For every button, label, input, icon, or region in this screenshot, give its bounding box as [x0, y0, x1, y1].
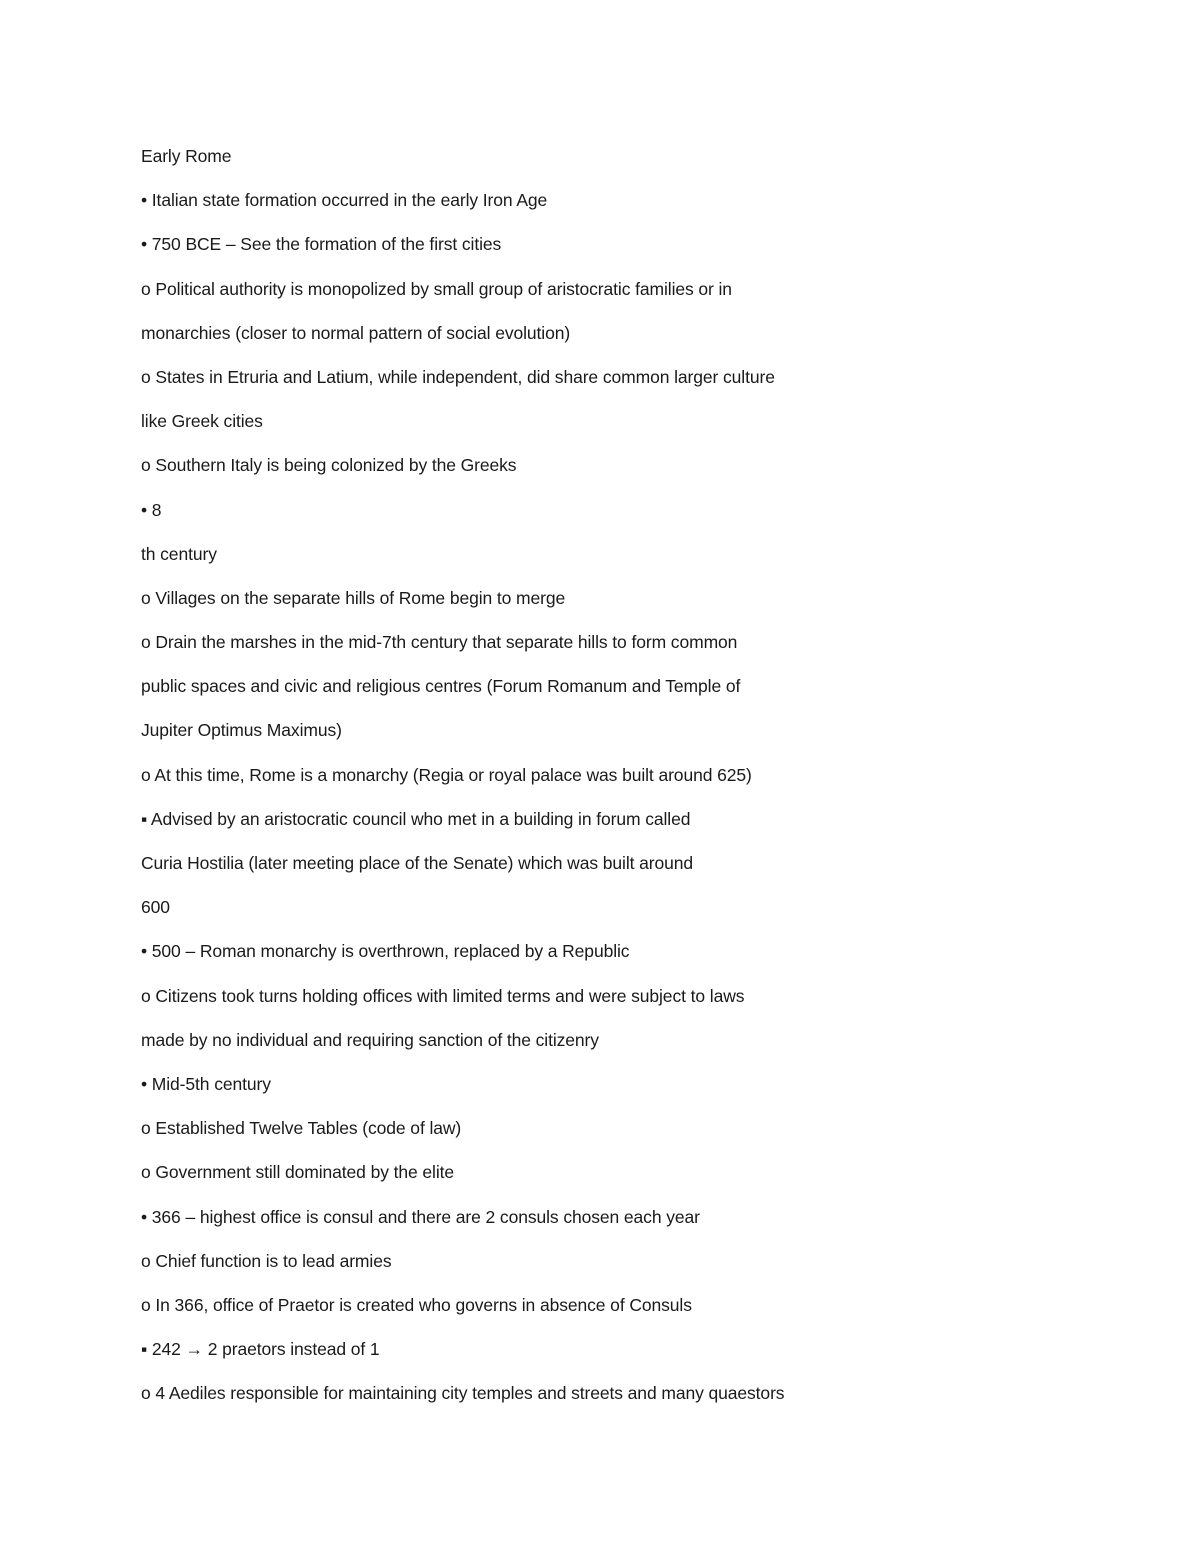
- document-title: Early Rome: [141, 146, 232, 166]
- text-line: o Political authority is monopolized by small group of aristocratic families or in: [141, 278, 732, 299]
- text-line: Curia Hostilia (later meeting place of the Senate) which was built around: [141, 853, 694, 873]
- text-line: o Established Twelve Tables (code of law): [141, 1118, 462, 1139]
- text-line: • 8: [141, 499, 162, 520]
- text-line: o In 366, office of Praetor is created who governs in absence of Consuls: [141, 1294, 692, 1315]
- text-line: • 366 – highest office is consul and there are 2 consuls chosen each year: [141, 1206, 700, 1227]
- text-line: Jupiter Optimus Maximus): [141, 720, 342, 741]
- text-line: monarchies (closer to normal pattern of social evolution): [141, 322, 571, 343]
- text-line: o States in Etruria and Latium, while independent, did share common larger culture: [141, 366, 775, 387]
- document-body: [141, 142, 1141, 1423]
- text-line: like Greek cities: [141, 411, 263, 432]
- text-line: o At this time, Rome is a monarchy (Regia or royal palace was built around 625): [141, 764, 752, 785]
- text-line: ▪ Advised by an aristocratic council who met in a building in forum called: [141, 808, 691, 829]
- text-line: o Drain the marshes in the mid-7th century that separate hills to form common: [141, 632, 738, 653]
- text-line: ▪ 242 → 2 praetors instead of 1: [141, 1339, 380, 1360]
- text-line: • 750 BCE – See the formation of the first cities: [141, 234, 502, 255]
- text-line: • 500 – Roman monarchy is overthrown, replaced by a Republic: [141, 941, 630, 962]
- text-line: o Chief function is to lead armies: [141, 1250, 392, 1271]
- text-line: public spaces and civic and religious centres (Forum Romanum and Temple of: [141, 676, 741, 697]
- text-line: 600: [141, 897, 170, 918]
- text-line: made by no individual and requiring sanction of the citizenry: [141, 1029, 599, 1050]
- text-line: o 4 Aediles responsible for maintaining city temples and streets and many quaestors: [141, 1383, 785, 1404]
- text-line: o Citizens took turns holding offices with limited terms and were subject to laws: [141, 985, 745, 1006]
- text-line: • Mid-5th century: [141, 1073, 271, 1094]
- text-line: o Southern Italy is being colonized by the Greeks: [141, 455, 517, 476]
- text-line: o Government still dominated by the elite: [141, 1162, 455, 1183]
- text-line: • Italian state formation occurred in the early Iron Age: [141, 190, 548, 211]
- text-line: o Villages on the separate hills of Rome begin to merge: [141, 587, 566, 608]
- text-line: th century: [141, 543, 217, 564]
